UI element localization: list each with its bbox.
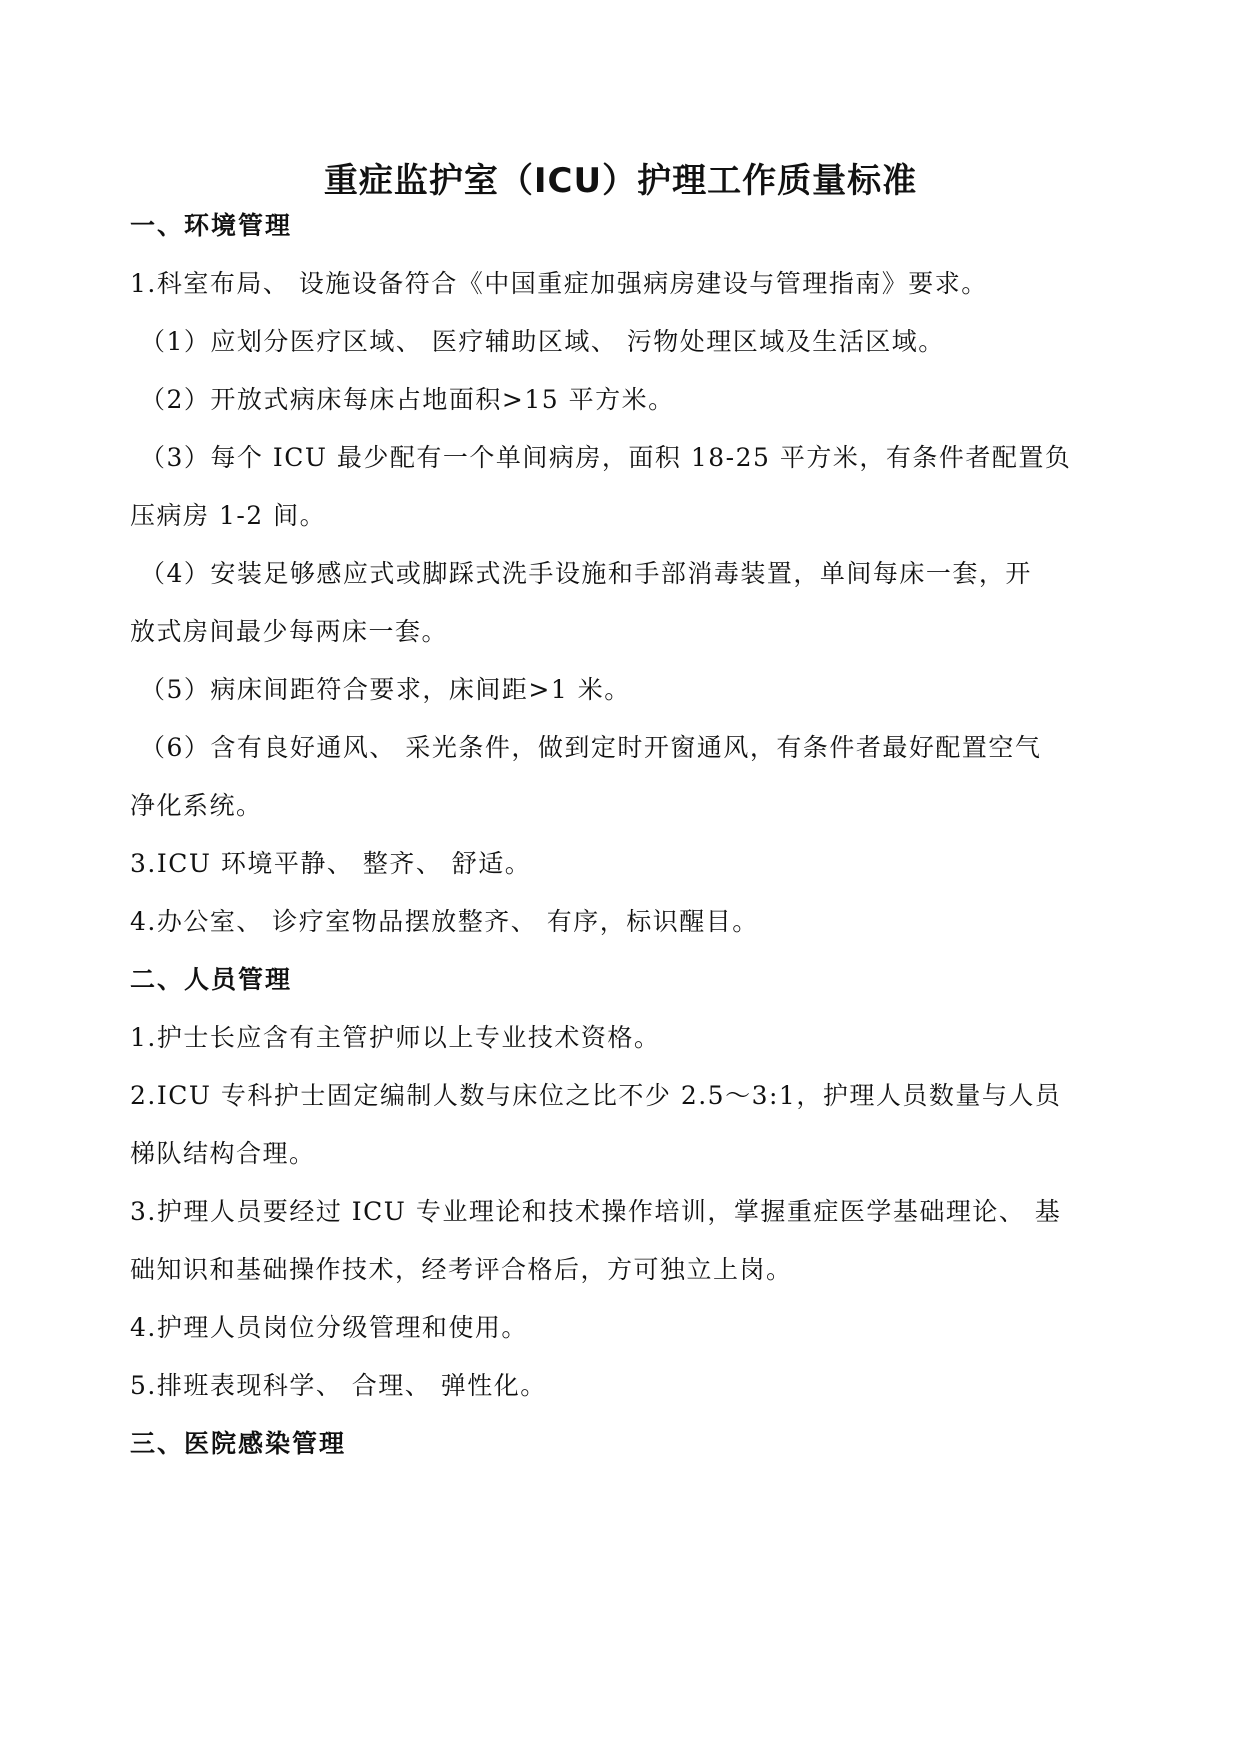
paragraph-line: 3.ICU 环境平静、 整齐、 舒适。 (130, 849, 532, 878)
paragraph-line: （4）安装足够感应式或脚踩式洗手设施和手部消毒装置，单间每床一套，开 (140, 559, 1032, 588)
paragraph-line: 净化系统。 (130, 791, 263, 820)
paragraph-line: （6）含有良好通风、 采光条件，做到定时开窗通风，有条件者最好配置空气 (140, 733, 1042, 762)
section-heading-personnel: 二、人员管理 (130, 965, 293, 994)
paragraph-line: 1.科室布局、 设施设备符合《中国重症加强病房建设与管理指南》要求。 (130, 269, 988, 298)
paragraph-line: 础知识和基础操作技术，经考评合格后，方可独立上岗。 (130, 1255, 793, 1284)
section-heading-environment: 一、环境管理 (130, 211, 293, 240)
paragraph-line: 3.护理人员要经过 ICU 专业理论和技术操作培训，掌握重症医学基础理论、 基 (130, 1197, 1062, 1226)
paragraph-line: 5.排班表现科学、 合理、 弹性化。 (130, 1371, 547, 1400)
paragraph-line: 1.护士长应含有主管护师以上专业技术资格。 (130, 1023, 661, 1052)
paragraph-line: 4.办公室、 诊疗室物品摆放整齐、 有序，标识醒目。 (130, 907, 759, 936)
paragraph-line: （3）每个 ICU 最少配有一个单间病房，面积 18-25 平方米，有条件者配置负 (140, 443, 1072, 472)
paragraph-line: 2.ICU 专科护士固定编制人数与床位之比不少 2.5～3:1，护理人员数量与人员 (130, 1081, 1062, 1110)
paragraph-line: （2）开放式病床每床占地面积>15 平方米。 (140, 385, 675, 414)
paragraph-line: 放式房间最少每两床一套。 (130, 617, 449, 646)
paragraph-line: 压病房 1-2 间。 (130, 501, 327, 530)
paragraph-line: 梯队结构合理。 (130, 1139, 316, 1168)
paragraph-line: （5）病床间距符合要求，床间距>1 米。 (140, 675, 631, 704)
section-heading-infection-control: 三、医院感染管理 (130, 1429, 347, 1458)
paragraph-line: 4.护理人员岗位分级管理和使用。 (130, 1313, 528, 1342)
document-title: 重症监护室（ICU）护理工作质量标准 (323, 161, 918, 201)
paragraph-line: （1）应划分医疗区域、 医疗辅助区域、 污物处理区域及生活区域。 (140, 327, 945, 356)
